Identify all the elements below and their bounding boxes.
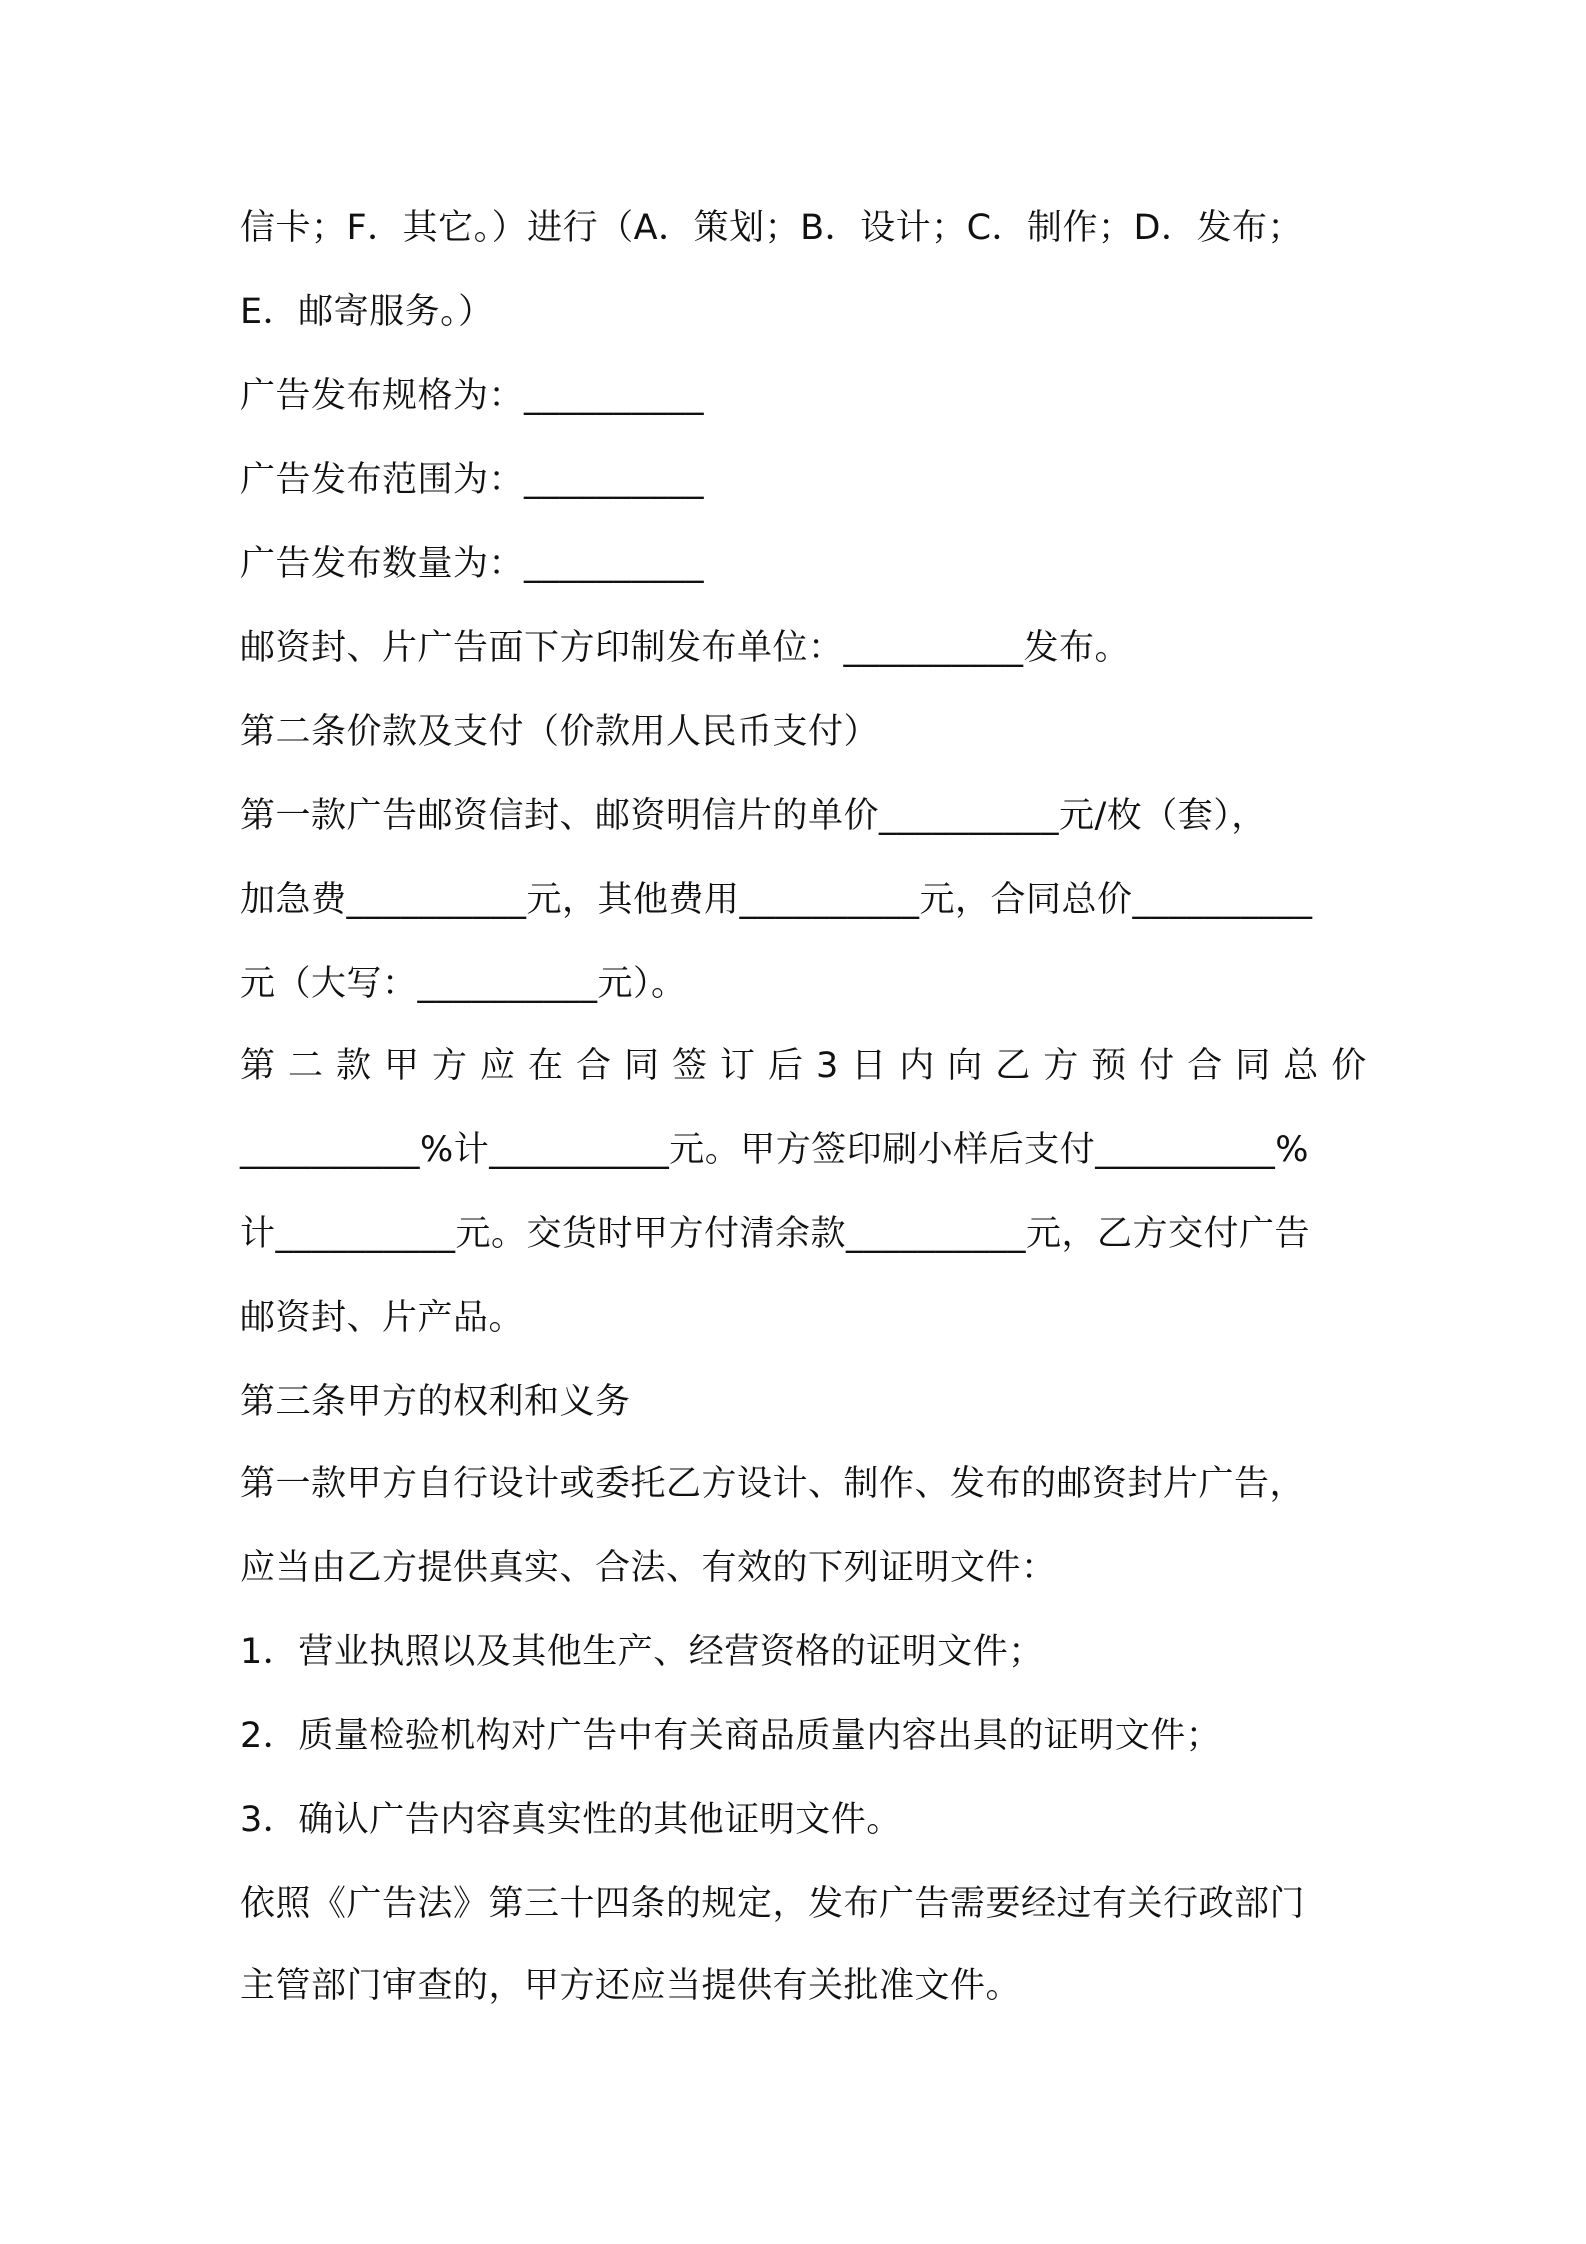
list-item-3: 3．确认广告内容真实性的其他证明文件。 <box>240 1800 902 1840</box>
section-heading-2: 第二条价款及支付（价款用人民币支付） <box>240 712 880 752</box>
text-line-22: 主管部门审查的，甲方还应当提供有关批准文件。 <box>240 1966 1022 2006</box>
text-line-3: 广告发布规格为：__________ <box>240 376 705 416</box>
text-line-9: 加急费__________元，其他费用__________元，合同总价__________ <box>240 880 1313 920</box>
text-line-6: 邮资封、片广告面下方印制发布单位：__________发布。 <box>240 628 1131 668</box>
text-line-13: 计__________元。交货时甲方付清余款__________元，乙方交付广告 <box>240 1214 1311 1254</box>
list-item-2: 2．质量检验机构对广告中有关商品质量内容出具的证明文件； <box>240 1716 1222 1756</box>
text-line-4: 广告发布范围为：__________ <box>240 460 705 500</box>
text-line-11: 第二款甲方应在合同签订后3日内向乙方预付合同总价 <box>240 1046 1380 1086</box>
list-item-1: 1．营业执照以及其他生产、经营资格的证明文件； <box>240 1632 1044 1672</box>
text-line-21: 依照《广告法》第三十四条的规定，发布广告需要经过有关行政部门 <box>240 1884 1306 1924</box>
text-line-10: 元（大写：__________元）。 <box>240 964 687 1004</box>
text-line-12: __________%计__________元。甲方签印刷小样后支付__________% <box>240 1130 1310 1170</box>
text-line-8: 第一款广告邮资信封、邮资明信片的单价__________元/枚（套）， <box>240 796 1267 836</box>
text-line-16: 第一款甲方自行设计或委托乙方设计、制作、发布的邮资封片广告， <box>240 1464 1306 1504</box>
text-line-1: 信卡；F．其它。）进行（A．策划；B．设计；C．制作；D．发布； <box>240 208 1303 248</box>
section-heading-3: 第三条甲方的权利和义务 <box>240 1382 631 1422</box>
text-line-17: 应当由乙方提供真实、合法、有效的下列证明文件： <box>240 1548 1057 1588</box>
text-line-14: 邮资封、片产品。 <box>240 1298 525 1338</box>
text-line-5: 广告发布数量为：__________ <box>240 544 705 584</box>
text-line-2: E．邮寄服务。） <box>240 292 494 332</box>
